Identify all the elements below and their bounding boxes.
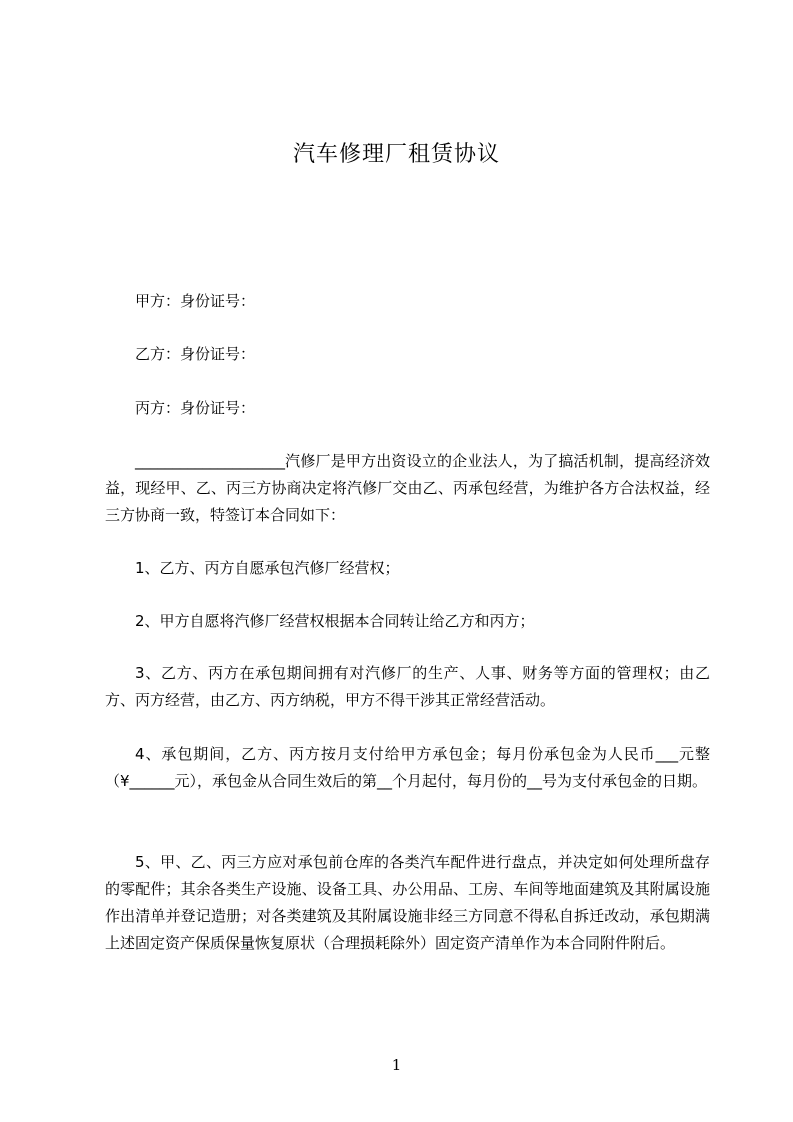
document-title: 汽车修理厂租赁协议 bbox=[292, 142, 500, 167]
clause-4: 4、承包期间，乙方、丙方按月支付给甲方承包金；每月份承包金为人民币___元整（¥______元），承包金从合同生效后的第__个月起付，每月份的__号为支付承包金的日期。 bbox=[105, 745, 710, 790]
clause-3: 3、乙方、丙方在承包期间拥有对汽修厂的生产、人事、财务等方面的管理权；由乙方、丙方经营，由乙方、丙方纳税，甲方不得干涉其正常经营活动。 bbox=[105, 664, 710, 709]
clause-5: 5、甲、乙、丙三方应对承包前仓库的各类汽车配件进行盘点，并决定如何处理所盘存的零配件；其余各类生产设施、设备工具、办公用品、工房、车间等地面建筑及其附属设施作出清单并登记造册；对各类建筑及其附属设施非经三方同意不得私自拆迁改动，承包期满上述固定资产保质保量恢复原状（合理损耗除外）固定资产清单作为本合同附件附后。 bbox=[105, 853, 710, 952]
clause-1: 1、乙方、丙方自愿承包汽修厂经营权； bbox=[135, 559, 400, 577]
clause-2: 2、甲方自愿将汽修厂经营权根据本合同转让给乙方和丙方； bbox=[135, 612, 535, 630]
party-yi-line: 乙方：身份证号： bbox=[135, 345, 256, 363]
party-jia-line: 甲方：身份证号： bbox=[135, 292, 256, 310]
party-bing-line: 丙方：身份证号： bbox=[135, 399, 256, 417]
page-number: 1 bbox=[391, 1056, 402, 1074]
intro-paragraph: ____________________汽修厂是甲方出资设立的企业法人，为了搞活机制，提高经济效益，现经甲、乙、丙三方协商决定将汽修厂交由乙、丙承包经营，为维护各方合法权益，经三方协商一致，特签订本合同如下： bbox=[105, 452, 710, 524]
